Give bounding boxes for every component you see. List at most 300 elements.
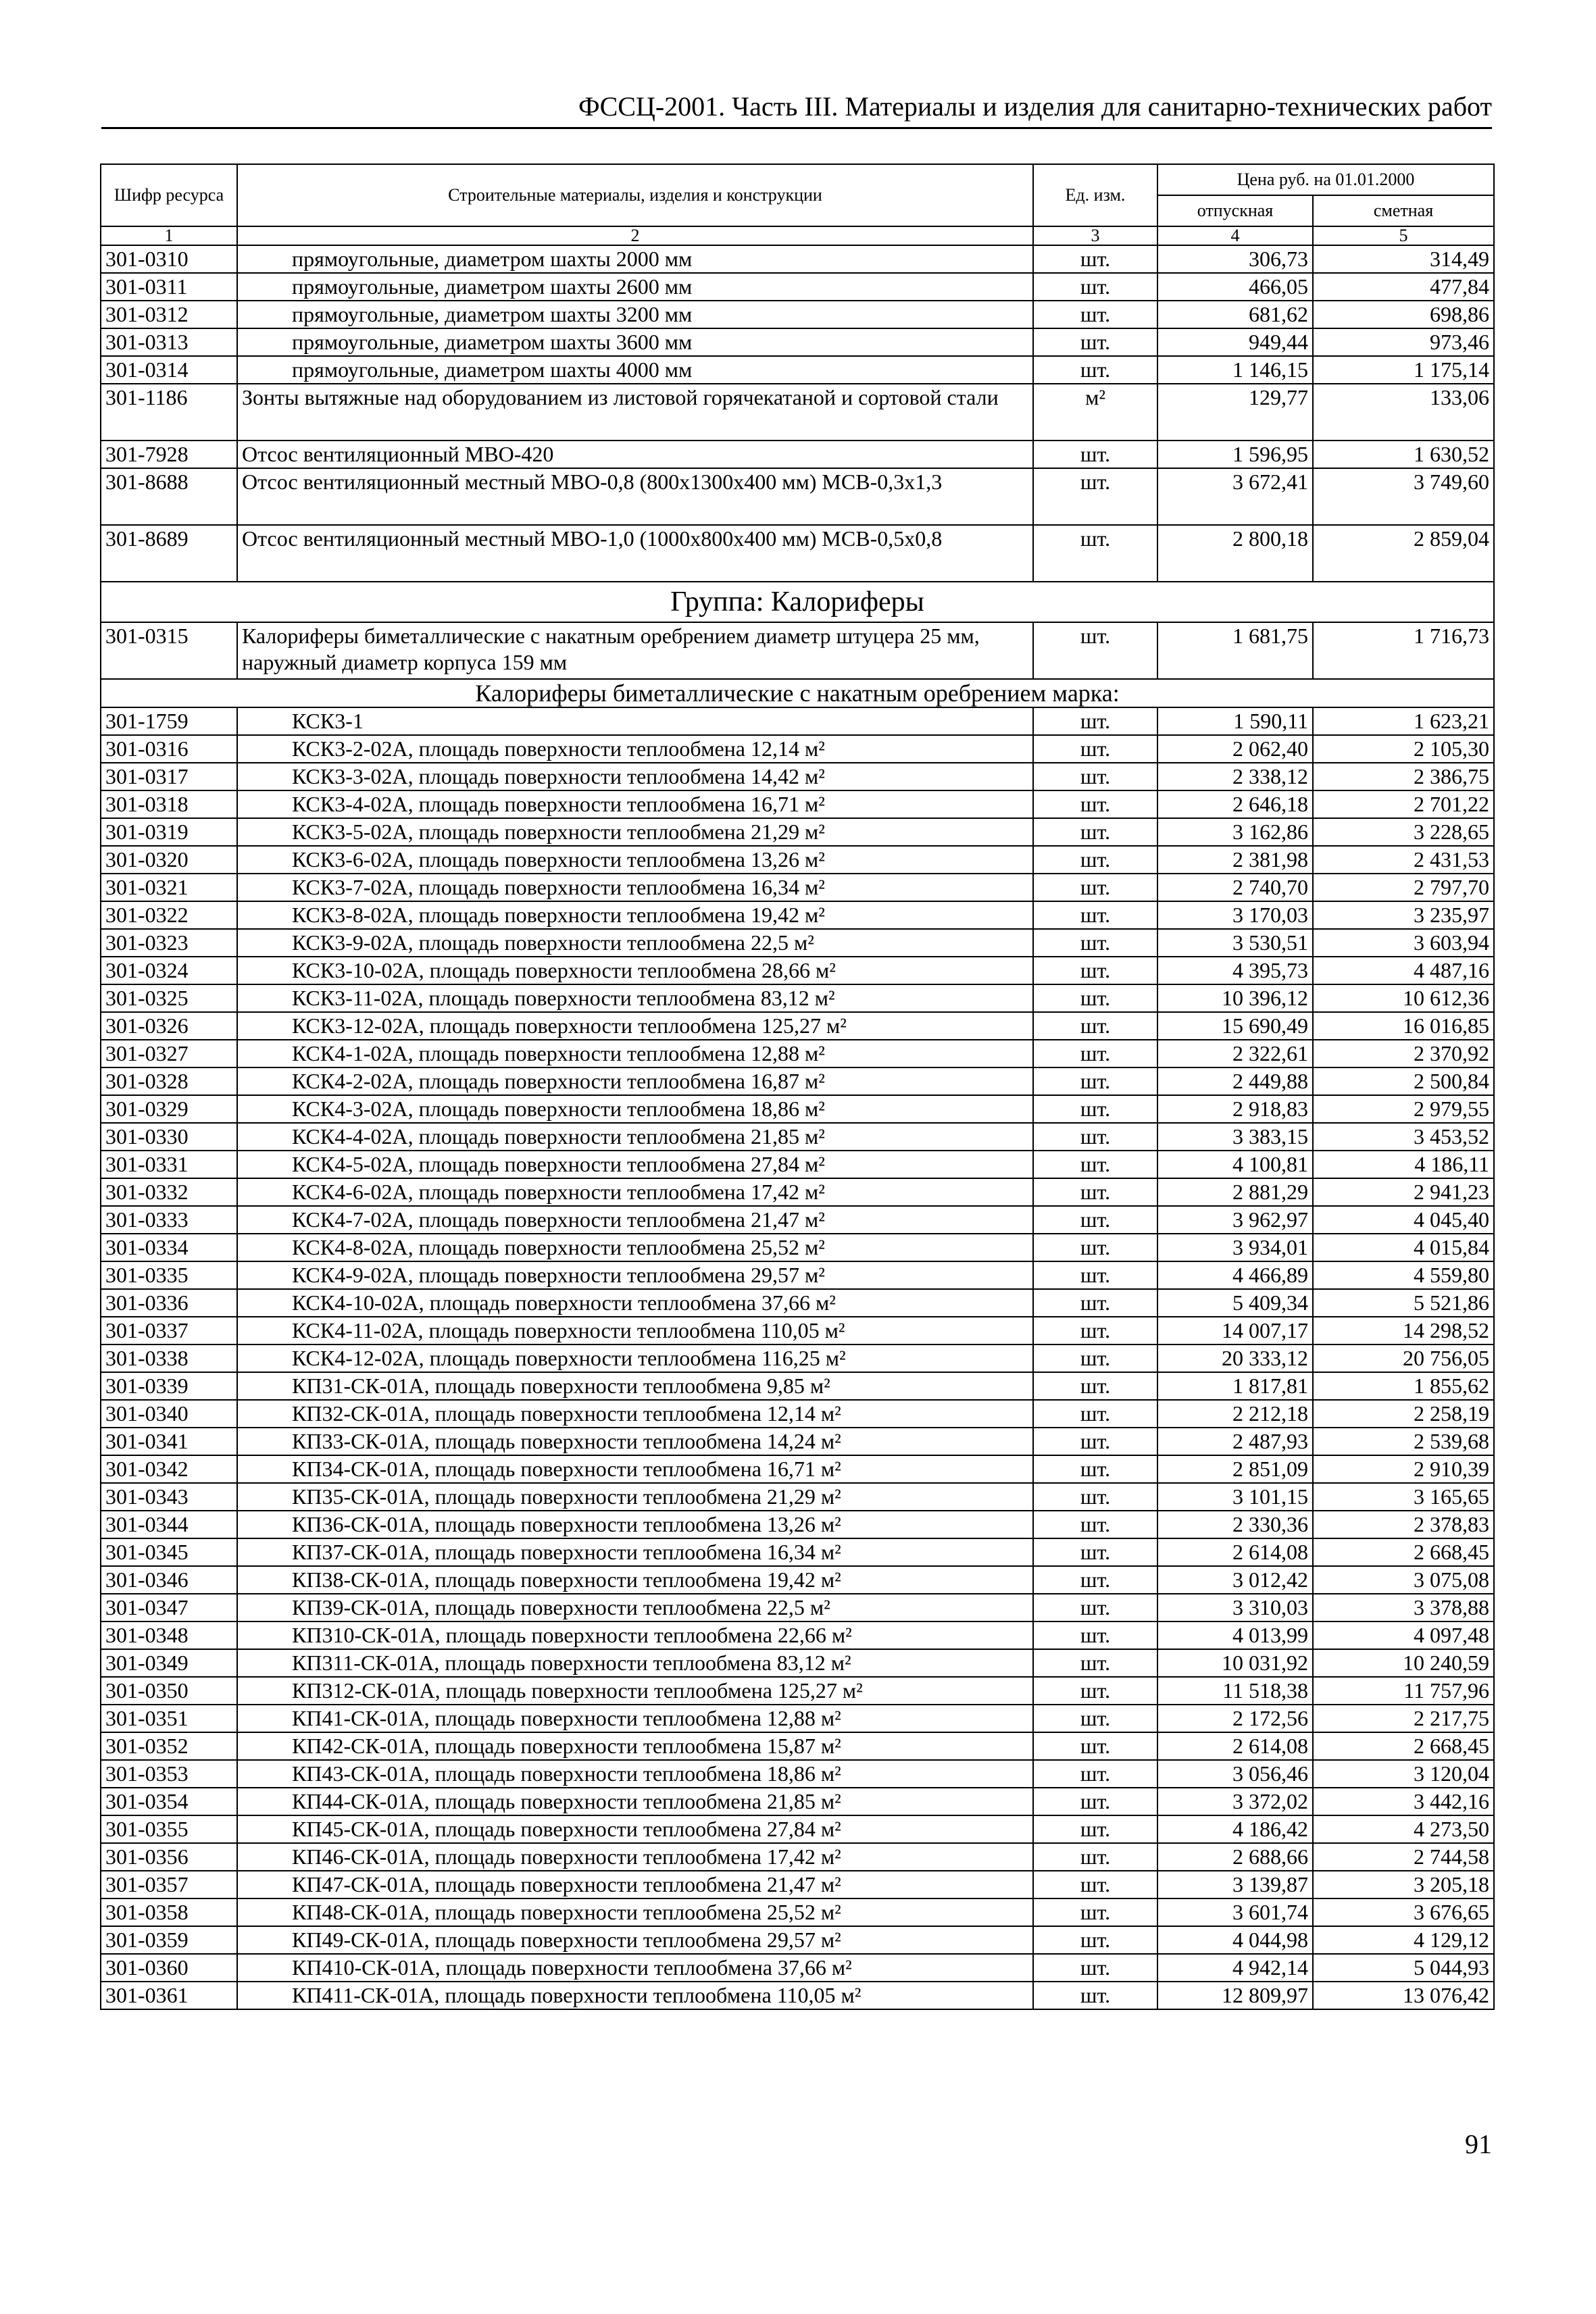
subgroup-section [101,679,1494,707]
unit-cell: шт. [1033,1428,1157,1455]
material-name: КП42-СК-01А, площадь поверхности теплообмена 15,87 м² [237,1732,1033,1760]
unit-cell: шт. [1033,1151,1157,1178]
table-head [101,164,1494,245]
table-row [101,356,1494,384]
unit-cell: шт. [1033,984,1157,1012]
release-price: 2 338,12 [1157,763,1313,790]
material-name: КСК3-3-02А, площадь поверхности теплообмена 14,42 м² [237,763,1033,790]
group-title: Группа: Калориферы [101,582,1494,622]
unit-cell: шт. [1033,1649,1157,1677]
estimate-price: 2 500,84 [1313,1067,1494,1095]
material-name: Отсос вентиляционный МВО-420 [237,441,1033,468]
table-row [101,790,1494,818]
table-row [101,468,1494,525]
resource-code: 301-0332 [101,1178,237,1206]
estimate-price: 3 228,65 [1313,818,1494,846]
resource-code: 301-0357 [101,1871,237,1898]
material-name: КП31-СК-01А, площадь поверхности теплообмена 9,85 м² [237,1372,1033,1400]
resource-code: 301-0334 [101,1234,237,1261]
table-row [101,1400,1494,1428]
unit-cell: шт. [1033,1178,1157,1206]
unit-cell: шт. [1033,1677,1157,1705]
release-price: 4 942,14 [1157,1954,1313,1982]
unit-cell: шт. [1033,1788,1157,1815]
estimate-price: 2 859,04 [1313,525,1494,582]
material-name: КП410-СК-01А, площадь поверхности теплообмена 37,66 м² [237,1954,1033,1982]
unit-cell: шт. [1033,356,1157,384]
material-name: Отсос вентиляционный местный МВО-0,8 (800х1300х400 мм) МСВ-0,3х1,3 [237,468,1033,525]
release-price: 2 212,18 [1157,1400,1313,1428]
estimate-price: 2 431,53 [1313,846,1494,874]
table-row [101,1344,1494,1372]
resource-code: 301-0310 [101,245,237,273]
resource-code: 301-0361 [101,1982,237,2009]
material-name: КП312-СК-01А, площадь поверхности теплообмена 125,27 м² [237,1677,1033,1705]
material-name: КП38-СК-01А, площадь поверхности теплообмена 19,42 м² [237,1566,1033,1594]
material-name: прямоугольные, диаметром шахты 3200 мм [237,301,1033,328]
material-name: КСК3-10-02А, площадь поверхности теплообмена 28,66 м² [237,957,1033,984]
unit-cell: шт. [1033,525,1157,582]
estimate-price: 477,84 [1313,273,1494,301]
estimate-price: 14 298,52 [1313,1317,1494,1344]
resource-code: 301-0335 [101,1261,237,1289]
table-row [101,1261,1494,1289]
resource-code: 301-1186 [101,384,237,441]
table-row [101,245,1494,273]
resource-code: 301-0320 [101,846,237,874]
column-number: 3 [1033,226,1157,245]
release-price: 949,44 [1157,328,1313,356]
resource-code: 301-0348 [101,1621,237,1649]
estimate-price: 1 716,73 [1313,622,1494,679]
material-name: КП311-СК-01А, площадь поверхности теплообмена 83,12 м² [237,1649,1033,1677]
table-row [101,1206,1494,1234]
release-price: 2 918,83 [1157,1095,1313,1123]
col-header-release: отпускная [1157,195,1313,226]
table-row [101,525,1494,582]
estimate-price: 314,49 [1313,245,1494,273]
material-name: КП33-СК-01А, площадь поверхности теплообмена 14,24 м² [237,1428,1033,1455]
estimate-price: 1 630,52 [1313,441,1494,468]
resource-code: 301-0347 [101,1594,237,1621]
release-price: 3 310,03 [1157,1594,1313,1621]
unit-cell: шт. [1033,763,1157,790]
estimate-price: 1 623,21 [1313,707,1494,735]
table-row [101,622,1494,679]
estimate-price: 1 855,62 [1313,1372,1494,1400]
table-row [101,328,1494,356]
resource-code: 301-0337 [101,1317,237,1344]
resource-code: 301-0354 [101,1788,237,1815]
material-name: КП41-СК-01А, площадь поверхности теплообмена 12,88 м² [237,1705,1033,1732]
resource-code: 301-8688 [101,468,237,525]
unit-cell: шт. [1033,328,1157,356]
resource-code: 301-8689 [101,525,237,582]
estimate-price: 2 979,55 [1313,1095,1494,1123]
col-header-estimate: сметная [1313,195,1494,226]
material-name: КСК4-10-02А, площадь поверхности теплообмена 37,66 м² [237,1289,1033,1317]
estimate-price: 2 668,45 [1313,1538,1494,1566]
column-number: 5 [1313,226,1494,245]
unit-cell: шт. [1033,929,1157,957]
release-price: 14 007,17 [1157,1317,1313,1344]
release-price: 10 396,12 [1157,984,1313,1012]
resource-code: 301-0323 [101,929,237,957]
release-price: 3 934,01 [1157,1234,1313,1261]
release-price: 3 383,15 [1157,1123,1313,1151]
table-row [101,1898,1494,1926]
unit-cell: шт. [1033,1067,1157,1095]
unit-cell: шт. [1033,1732,1157,1760]
unit-cell: шт. [1033,790,1157,818]
unit-cell: шт. [1033,1926,1157,1954]
unit-cell: шт. [1033,874,1157,901]
table-row [101,1483,1494,1511]
release-price: 5 409,34 [1157,1289,1313,1317]
unit-cell: шт. [1033,1621,1157,1649]
release-price: 4 395,73 [1157,957,1313,984]
table-row [101,818,1494,846]
table-row [101,874,1494,901]
material-name: КП49-СК-01А, площадь поверхности теплообмена 29,57 м² [237,1926,1033,1954]
release-price: 2 062,40 [1157,735,1313,763]
unit-cell: шт. [1033,1234,1157,1261]
resource-code: 301-0317 [101,763,237,790]
unit-cell: шт. [1033,1012,1157,1040]
resource-code: 301-0326 [101,1012,237,1040]
estimate-price: 2 370,92 [1313,1040,1494,1067]
release-price: 1 146,15 [1157,356,1313,384]
release-price: 3 962,97 [1157,1206,1313,1234]
unit-cell: шт. [1033,1954,1157,1982]
unit-cell: шт. [1033,1760,1157,1788]
table-row [101,1760,1494,1788]
table-body-group-first [101,622,1494,679]
table-row [101,1954,1494,1982]
estimate-price: 2 701,22 [1313,790,1494,818]
material-name: КСК4-11-02А, площадь поверхности теплообмена 110,05 м² [237,1317,1033,1344]
unit-cell: шт. [1033,1289,1157,1317]
release-price: 2 881,29 [1157,1178,1313,1206]
estimate-price: 4 186,11 [1313,1151,1494,1178]
table-row [101,1677,1494,1705]
release-price: 4 466,89 [1157,1261,1313,1289]
table-row [101,1511,1494,1538]
resource-code: 301-0344 [101,1511,237,1538]
estimate-price: 4 015,84 [1313,1234,1494,1261]
unit-cell: шт. [1033,901,1157,929]
release-price: 3 012,42 [1157,1566,1313,1594]
material-name: КСК3-2-02А, площадь поверхности теплообмена 12,14 м² [237,735,1033,763]
material-name: прямоугольные, диаметром шахты 3600 мм [237,328,1033,356]
column-number: 2 [237,226,1033,245]
resource-code: 301-0350 [101,1677,237,1705]
estimate-price: 3 453,52 [1313,1123,1494,1151]
material-name: КП34-СК-01А, площадь поверхности теплообмена 16,71 м² [237,1455,1033,1483]
table-row [101,1428,1494,1455]
resource-code: 301-0329 [101,1095,237,1123]
material-name: КСК4-3-02А, площадь поверхности теплообмена 18,86 м² [237,1095,1033,1123]
release-price: 3 170,03 [1157,901,1313,929]
resource-code: 301-0319 [101,818,237,846]
resource-code: 301-0315 [101,622,237,679]
estimate-price: 2 910,39 [1313,1455,1494,1483]
release-price: 2 449,88 [1157,1067,1313,1095]
material-name: КСК3-12-02А, площадь поверхности теплообмена 125,27 м² [237,1012,1033,1040]
release-price: 2 851,09 [1157,1455,1313,1483]
estimate-price: 3 235,97 [1313,901,1494,929]
material-name: прямоугольные, диаметром шахты 2600 мм [237,273,1033,301]
unit-cell: шт. [1033,957,1157,984]
material-name: КП36-СК-01А, площадь поверхности теплообмена 13,26 м² [237,1511,1033,1538]
column-number-row [101,226,1494,245]
material-name: КП411-СК-01А, площадь поверхности теплообмена 110,05 м² [237,1982,1033,2009]
release-price: 2 330,36 [1157,1511,1313,1538]
estimate-price: 11 757,96 [1313,1677,1494,1705]
release-price: 12 809,97 [1157,1982,1313,2009]
table-row [101,929,1494,957]
material-name: КСК3-4-02А, площадь поверхности теплообмена 16,71 м² [237,790,1033,818]
table-body-top [101,245,1494,582]
price-table [100,164,1495,2010]
table-row [101,1289,1494,1317]
material-name: КСК3-7-02А, площадь поверхности теплообмена 16,34 м² [237,874,1033,901]
unit-cell: шт. [1033,1317,1157,1344]
resource-code: 301-1759 [101,707,237,735]
resource-code: 301-0324 [101,957,237,984]
release-price: 4 100,81 [1157,1151,1313,1178]
estimate-price: 13 076,42 [1313,1982,1494,2009]
table-row [101,1815,1494,1843]
release-price: 2 614,08 [1157,1732,1313,1760]
table-row [101,1067,1494,1095]
estimate-price: 5 044,93 [1313,1954,1494,1982]
material-name: Отсос вентиляционный местный МВО-1,0 (1000х800х400 мм) МСВ-0,5х0,8 [237,525,1033,582]
release-price: 3 162,86 [1157,818,1313,846]
unit-cell: шт. [1033,1206,1157,1234]
table-row [101,1012,1494,1040]
estimate-price: 3 165,65 [1313,1483,1494,1511]
release-price: 3 601,74 [1157,1898,1313,1926]
release-price: 129,77 [1157,384,1313,441]
estimate-price: 698,86 [1313,301,1494,328]
resource-code: 301-0352 [101,1732,237,1760]
table-row [101,1566,1494,1594]
table-row [101,1705,1494,1732]
material-name: КСК3-8-02А, площадь поверхности теплообмена 19,42 м² [237,901,1033,929]
unit-cell: шт. [1033,468,1157,525]
resource-code: 301-0339 [101,1372,237,1400]
group-section [101,582,1494,622]
estimate-price: 3 442,16 [1313,1788,1494,1815]
unit-cell: шт. [1033,1344,1157,1372]
material-name: КСК4-5-02А, площадь поверхности теплообмена 27,84 м² [237,1151,1033,1178]
material-name: КП310-СК-01А, площадь поверхности теплообмена 22,66 м² [237,1621,1033,1649]
unit-cell: шт. [1033,1040,1157,1067]
table-row [101,301,1494,328]
col-header-unit: Ед. изм. [1033,164,1157,226]
table-row [101,1234,1494,1261]
unit-cell: шт. [1033,1898,1157,1926]
resource-code: 301-0356 [101,1843,237,1871]
estimate-price: 2 378,83 [1313,1511,1494,1538]
release-price: 20 333,12 [1157,1344,1313,1372]
table-row [101,1123,1494,1151]
table-row [101,1455,1494,1483]
material-name: КП35-СК-01А, площадь поверхности теплообмена 21,29 м² [237,1483,1033,1511]
release-price: 3 139,87 [1157,1871,1313,1898]
material-name: прямоугольные, диаметром шахты 4000 мм [237,356,1033,384]
unit-cell: шт. [1033,273,1157,301]
resource-code: 301-0316 [101,735,237,763]
release-price: 3 530,51 [1157,929,1313,957]
table-row [101,735,1494,763]
unit-cell: шт. [1033,1123,1157,1151]
resource-code: 301-0349 [101,1649,237,1677]
material-name: КСК4-9-02А, площадь поверхности теплообмена 29,57 м² [237,1261,1033,1289]
resource-code: 301-0311 [101,273,237,301]
unit-cell: шт. [1033,1455,1157,1483]
release-price: 2 322,61 [1157,1040,1313,1067]
estimate-price: 2 539,68 [1313,1428,1494,1455]
estimate-price: 4 129,12 [1313,1926,1494,1954]
material-name: КП43-СК-01А, площадь поверхности теплообмена 18,86 м² [237,1760,1033,1788]
resource-code: 301-7928 [101,441,237,468]
release-price: 15 690,49 [1157,1012,1313,1040]
release-price: 3 372,02 [1157,1788,1313,1815]
resource-code: 301-0331 [101,1151,237,1178]
release-price: 2 487,93 [1157,1428,1313,1455]
unit-cell: шт. [1033,818,1157,846]
estimate-price: 2 941,23 [1313,1178,1494,1206]
material-name: КП47-СК-01А, площадь поверхности теплообмена 21,47 м² [237,1871,1033,1898]
release-price: 2 381,98 [1157,846,1313,874]
resource-code: 301-0318 [101,790,237,818]
estimate-price: 3 205,18 [1313,1871,1494,1898]
unit-cell: шт. [1033,1705,1157,1732]
resource-code: 301-0321 [101,874,237,901]
estimate-price: 2 797,70 [1313,874,1494,901]
resource-code: 301-0341 [101,1428,237,1455]
table-row [101,1621,1494,1649]
unit-cell: шт. [1033,1261,1157,1289]
unit-cell: шт. [1033,1511,1157,1538]
estimate-price: 20 756,05 [1313,1344,1494,1372]
col-header-code: Шифр ресурса [101,164,237,226]
release-price: 466,05 [1157,273,1313,301]
estimate-price: 3 749,60 [1313,468,1494,525]
table-row [101,1317,1494,1344]
resource-code: 301-0355 [101,1815,237,1843]
estimate-price: 2 668,45 [1313,1732,1494,1760]
unit-cell: м² [1033,384,1157,441]
unit-cell: шт. [1033,1566,1157,1594]
estimate-price: 4 273,50 [1313,1815,1494,1843]
resource-code: 301-0333 [101,1206,237,1234]
unit-cell: шт. [1033,735,1157,763]
table-row [101,1040,1494,1067]
resource-code: 301-0359 [101,1926,237,1954]
table-row [101,1178,1494,1206]
table-row [101,1594,1494,1621]
material-name: КСК4-1-02А, площадь поверхности теплообмена 12,88 м² [237,1040,1033,1067]
material-name: КП46-СК-01А, площадь поверхности теплообмена 17,42 м² [237,1843,1033,1871]
estimate-price: 2 386,75 [1313,763,1494,790]
table-row [101,984,1494,1012]
material-name: КСК3-1 [237,707,1033,735]
resource-code: 301-0330 [101,1123,237,1151]
unit-cell: шт. [1033,1372,1157,1400]
unit-cell: шт. [1033,441,1157,468]
estimate-price: 4 487,16 [1313,957,1494,984]
table-row [101,1788,1494,1815]
unit-cell: шт. [1033,1871,1157,1898]
unit-cell: шт. [1033,1815,1157,1843]
table-row [101,384,1494,441]
table-row [101,707,1494,735]
table-row [101,1649,1494,1677]
estimate-price: 3 075,08 [1313,1566,1494,1594]
release-price: 2 172,56 [1157,1705,1313,1732]
col-header-price: Цена руб. на 01.01.2000 [1157,164,1494,195]
table-row [101,1095,1494,1123]
estimate-price: 10 612,36 [1313,984,1494,1012]
release-price: 1 681,75 [1157,622,1313,679]
release-price: 2 688,66 [1157,1843,1313,1871]
unit-cell: шт. [1033,622,1157,679]
unit-cell: шт. [1033,1400,1157,1428]
unit-cell: шт. [1033,1095,1157,1123]
resource-code: 301-0351 [101,1705,237,1732]
table-row [101,957,1494,984]
material-name: КСК3-6-02А, площадь поверхности теплообмена 13,26 м² [237,846,1033,874]
col-header-name: Строительные материалы, изделия и конструкции [237,164,1033,226]
table-row [101,846,1494,874]
estimate-price: 2 258,19 [1313,1400,1494,1428]
release-price: 306,73 [1157,245,1313,273]
material-name: КСК3-5-02А, площадь поверхности теплообмена 21,29 м² [237,818,1033,846]
material-name: КП32-СК-01А, площадь поверхности теплообмена 12,14 м² [237,1400,1033,1428]
release-price: 4 044,98 [1157,1926,1313,1954]
resource-code: 301-0314 [101,356,237,384]
material-name: КСК4-4-02А, площадь поверхности теплообмена 21,85 м² [237,1123,1033,1151]
resource-code: 301-0336 [101,1289,237,1317]
resource-code: 301-0312 [101,301,237,328]
unit-cell: шт. [1033,1843,1157,1871]
table-row [101,1538,1494,1566]
release-price: 4 013,99 [1157,1621,1313,1649]
release-price: 4 186,42 [1157,1815,1313,1843]
estimate-price: 5 521,86 [1313,1289,1494,1317]
table-row [101,1926,1494,1954]
estimate-price: 3 676,65 [1313,1898,1494,1926]
table-row [101,441,1494,468]
estimate-price: 1 175,14 [1313,356,1494,384]
release-price: 2 646,18 [1157,790,1313,818]
resource-code: 301-0358 [101,1898,237,1926]
column-number: 4 [1157,226,1313,245]
resource-code: 301-0328 [101,1067,237,1095]
table-row [101,273,1494,301]
release-price: 3 056,46 [1157,1760,1313,1788]
table-row [101,1151,1494,1178]
column-number: 1 [101,226,237,245]
release-price: 2 740,70 [1157,874,1313,901]
material-name: КСК3-9-02А, площадь поверхности теплообмена 22,5 м² [237,929,1033,957]
material-name: КСК4-6-02А, площадь поверхности теплообмена 17,42 м² [237,1178,1033,1206]
release-price: 1 817,81 [1157,1372,1313,1400]
table-row [101,1871,1494,1898]
